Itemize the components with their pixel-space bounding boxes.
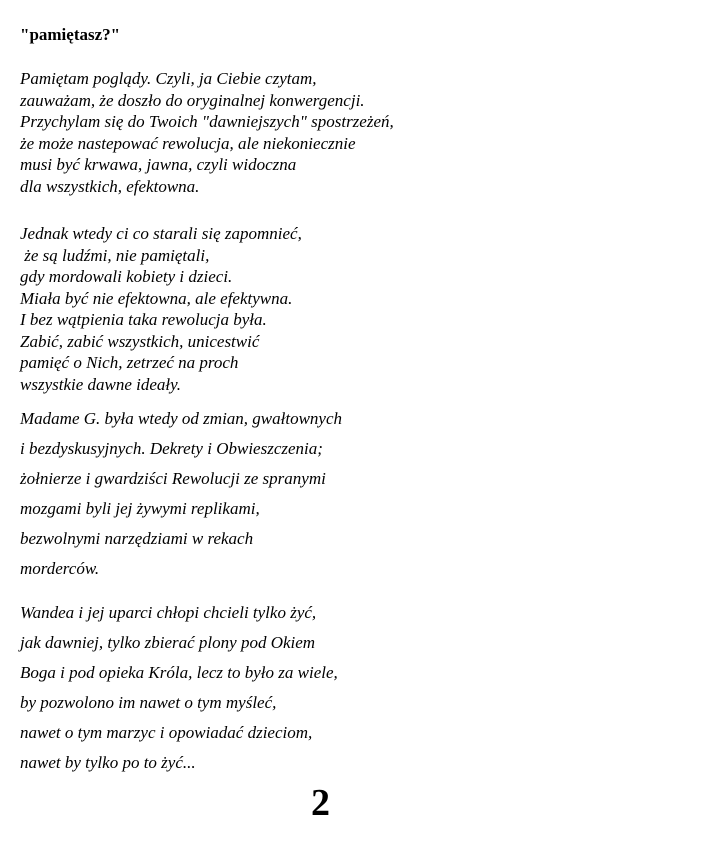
poem-line: mozgami byli jej żywymi replikami, — [20, 499, 260, 518]
poem-line: Zabić, zabić wszystkich, unicestwić — [20, 331, 260, 351]
poem-line: Wandea i jej uparci chłopi chcieli tylko żyć, — [20, 603, 317, 622]
poem-line: I bez wątpienia taka rewolucja była. — [20, 310, 267, 329]
poem-line: Jednak wtedy ci co starali się zapomnieć, — [20, 224, 302, 243]
stanza — [20, 223, 302, 395]
poem-title: "pamiętasz?" — [20, 25, 121, 44]
poem-line: Miała być nie efektowna, ale efektywna. — [20, 288, 293, 308]
poem-line: bezwolnymi narzędziami w rekach — [20, 529, 254, 548]
stanza — [20, 598, 338, 778]
poem-line: dla wszystkich, efektowna. — [20, 176, 200, 196]
page-number: 2 — [311, 782, 330, 824]
poem-line: i bezdyskusyjnych. Dekrety i Obwieszczenia; — [20, 439, 323, 458]
poem-line: żołnierze i gwardziści Rewolucji ze spranymi — [20, 469, 326, 488]
poem-line: morderców. — [20, 559, 100, 578]
poem-line: że może nastepować rewolucja, ale niekoniecznie — [20, 133, 356, 153]
stanza — [20, 404, 342, 584]
poem-line: musi być krwawa, jawna, czyli widoczna — [20, 155, 297, 174]
poem-line: nawet o tym marzyc i opowiadać dzieciom, — [20, 723, 313, 742]
poem-line: zauważam, że doszło do oryginalnej konwergencji. — [20, 90, 365, 110]
poem-line: Przychylam się do Twoich "dawniejszych" spostrzeżeń, — [20, 112, 394, 131]
stanza — [20, 68, 394, 197]
poem-line: by pozwolono im nawet o tym myśleć, — [20, 693, 277, 712]
poem-line: Madame G. była wtedy od zmian, gwałtownych — [20, 409, 343, 428]
poem-line: jak dawniej, tylko zbierać plony pod Okiem — [20, 633, 316, 652]
poem-line: wszystkie dawne ideały. — [20, 374, 182, 394]
poem-line: nawet by tylko po to żyć... — [20, 753, 196, 772]
poem-line: gdy mordowali kobiety i dzieci. — [20, 267, 233, 286]
poem-line: Boga i pod opieka Króla, lecz to było za wiele, — [20, 663, 338, 682]
poem-line: pamięć o Nich, zetrzeć na proch — [20, 353, 239, 372]
poem-line: Pamiętam poglądy. Czyli, ja Ciebie czytam, — [20, 69, 317, 88]
poem-line: że są ludźmi, nie pamiętali, — [20, 245, 210, 265]
